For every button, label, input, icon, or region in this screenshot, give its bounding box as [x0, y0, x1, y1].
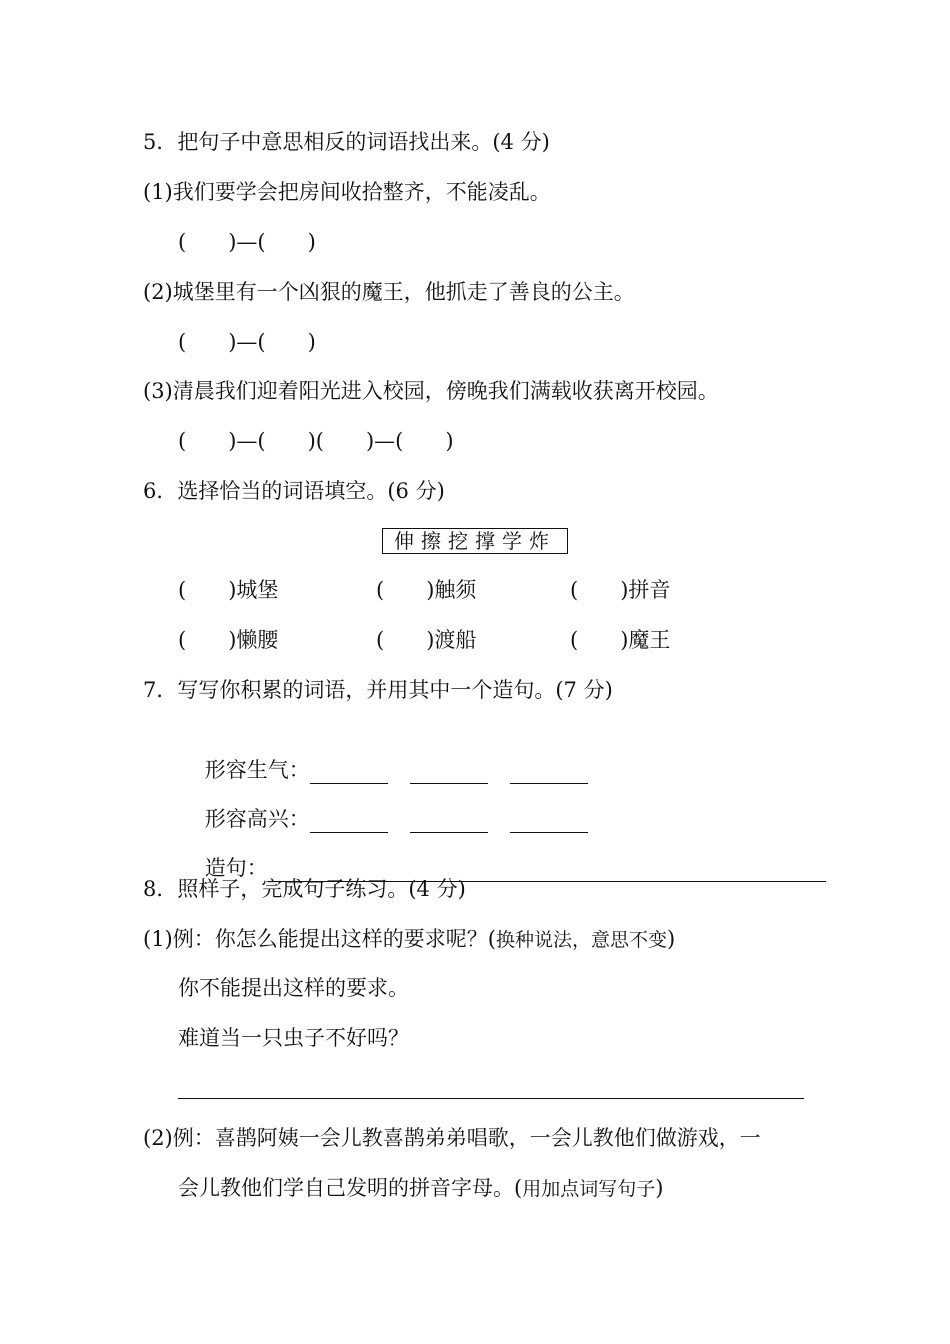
q6-blank-1[interactable]: ( )城堡: [178, 578, 279, 602]
q7-sentence-label: 造句：: [204, 856, 268, 880]
q5-title: 5．把句子中意思相反的词语找出来。(4 分): [143, 130, 550, 154]
q8-example-2-line-2: [178, 1174, 663, 1203]
q6-blank-2[interactable]: ( )触须: [376, 578, 477, 602]
q6-title: 6．选择恰当的词语填空。(6 分): [143, 479, 445, 503]
q6-word-box: 伸擦挖撑学炸: [382, 528, 568, 554]
q8-example-1-prefix: (1)例：你怎么能提出这样的要求呢？(: [143, 927, 496, 951]
q8-example-2-prefix: 会儿教他们学自己发明的拼音字母。(: [178, 1176, 523, 1200]
q8-title: 8．照样子，完成句子练习。(4 分): [143, 877, 466, 901]
q8-example-1: [143, 925, 675, 954]
q8-example-1-suffix: ): [666, 927, 676, 951]
q5-sentence-2: (2)城堡里有一个凶狠的魔王，他抓走了善良的公主。: [143, 280, 635, 304]
q6-blank-5[interactable]: ( )渡船: [376, 628, 477, 652]
q5-sentence-1: (1)我们要学会把房间收拾整齐，不能凌乱。: [143, 180, 551, 204]
q7-happy-label: 形容高兴：: [204, 807, 310, 831]
q6-blank-3[interactable]: ( )拼音: [570, 578, 671, 602]
q8-task-1: 难道当一只虫子不好吗？: [178, 1026, 409, 1050]
q8-answer-line-1[interactable]: [178, 1098, 804, 1099]
q5-answer-1[interactable]: ( )—( ): [178, 230, 316, 254]
q5-answer-2[interactable]: ( )—( ): [178, 330, 316, 354]
q7-angry-label: 形容生气：: [204, 758, 310, 782]
q7-title: 7．写写你积累的词语，并用其中一个造句。(7 分): [143, 678, 613, 702]
q6-blank-4[interactable]: ( )懒腰: [178, 628, 279, 652]
q8-example-1-hint: 换种说法，意思不变: [495, 929, 667, 951]
q8-example-2-suffix: ): [655, 1176, 664, 1200]
q5-sentence-3: (3)清晨我们迎着阳光进入校园，傍晚我们满载收获离开校园。: [143, 379, 719, 403]
q5-answer-3[interactable]: ( )—( )( )—( ): [178, 429, 454, 453]
q8-example-2-line-1: (2)例：喜鹊阿姨一会儿教喜鹊弟弟唱歌，一会儿教他们做游戏，一: [143, 1126, 761, 1150]
q6-blank-6[interactable]: ( )魔王: [570, 628, 671, 652]
q8-example-2-hint: 用加点词写句子: [522, 1178, 656, 1200]
q8-example-1-answer: 你不能提出这样的要求。: [178, 976, 409, 1000]
